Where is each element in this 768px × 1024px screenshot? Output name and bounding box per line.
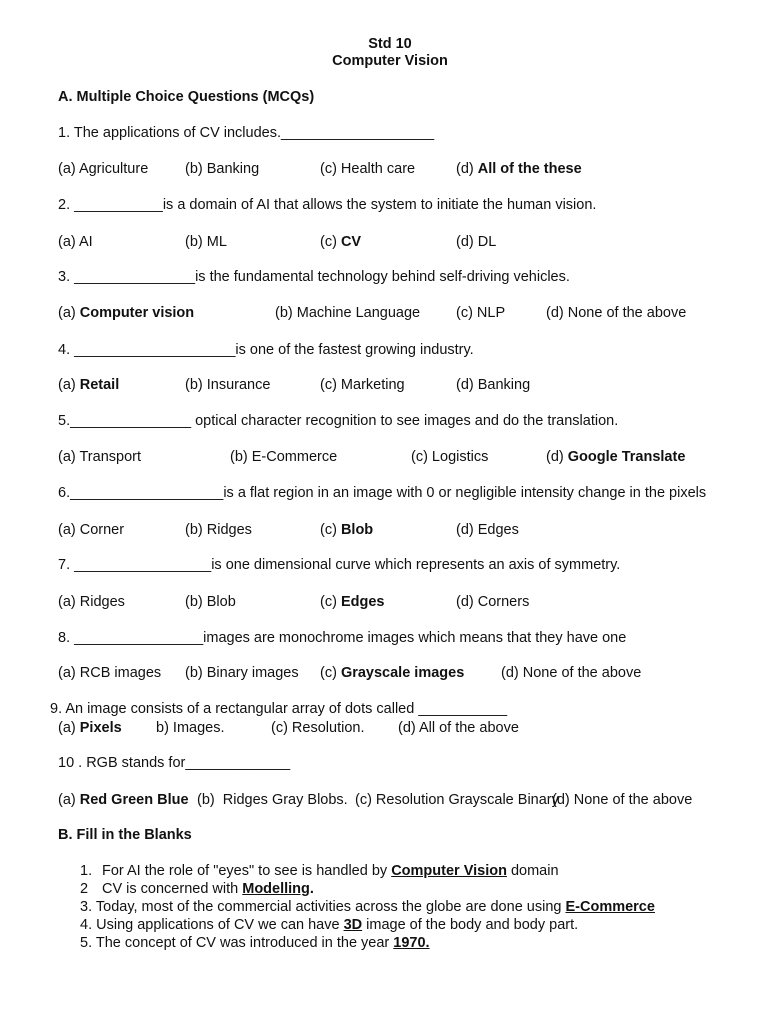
answer: 3D [343,917,363,933]
option-d [456,160,582,178]
item-text: The concept of CV was introduced in the year [95,935,394,951]
item-text: Using applications of CV we can have [96,917,344,933]
option-b: b) Images. [156,720,225,736]
option-b: (b) Blob [185,594,236,610]
option-prefix: (c) [320,234,341,250]
fill-item-4 [80,916,578,934]
option-d: (d) None of the above [552,792,693,808]
option-prefix: (d) [456,161,478,177]
option-b: (b) Machine Language [275,305,421,321]
option-d: (d) All of the above [398,720,519,736]
correct-answer: Blob [340,522,374,538]
option-b: (b) Insurance [185,377,271,393]
fill-item-1 [80,862,559,880]
correct-answer: All of the these [477,161,582,177]
option-a [58,791,189,809]
option-d [546,448,685,466]
question-2: 2. ___________is a domain of AI that allows the system to initiate the human vision. [58,197,597,213]
option-c: (c) Logistics [411,449,489,465]
option-c: (c) Health care [320,161,416,177]
section-b-heading: B. Fill in the Blanks [58,827,192,843]
option-a: (a) RCB images [58,665,162,681]
section-a-heading: A. Multiple Choice Questions (MCQs) [58,89,315,105]
correct-answer: Grayscale images [340,665,465,681]
option-d: (d) None of the above [501,665,642,681]
option-prefix: (a) [58,377,80,393]
item-text-end: image of the body and body part. [362,917,579,933]
option-prefix: (a) [58,792,80,808]
options-q6 [58,521,758,539]
option-prefix: (c) [320,522,341,538]
options-q7 [58,593,758,611]
item-number: 4. [80,917,93,933]
option-c: (c) Marketing [320,377,405,393]
option-a: (a) Agriculture [58,161,149,177]
fill-item-2 [80,880,314,898]
item-text: Today, most of the commercial activities across the globe are done using [95,899,566,915]
option-d: (d) Edges [456,522,519,538]
option-b: (b) Banking [185,161,260,177]
correct-answer: Pixels [79,720,122,736]
answer: Computer Vision [391,863,507,879]
options-q3 [58,304,758,322]
options-q10 [58,791,758,809]
option-prefix: (a) [58,720,80,736]
item-number: 5. [80,935,93,951]
option-a [58,304,194,322]
option-prefix: (a) [58,305,80,321]
answer: Modelling [242,881,310,897]
options-q2 [58,233,758,251]
options-q1 [58,160,758,178]
item-number: 1. [80,863,93,879]
question-1: 1. The applications of CV includes.___________________ [58,125,435,141]
question-8: 8. ________________images are monochrome images which means that they have one [58,630,627,646]
question-7: 7. _________________is one dimensional curve which represents an axis of symmetry. [58,557,621,573]
option-c [320,233,361,251]
option-a [58,376,119,394]
option-a: (a) Transport [58,449,141,465]
fill-item-5 [80,934,430,952]
options-q9 [58,719,758,737]
option-prefix: (d) [546,449,568,465]
item-text-end: domain [506,863,559,879]
answer: E-Commerce [565,899,655,915]
option-b: (b) ML [185,234,227,250]
item-number: 3. [80,899,93,915]
question-10: 10 . RGB stands for_____________ [58,755,291,771]
option-a [58,719,122,737]
option-c [320,521,373,539]
question-3: 3. _______________is the fundamental technology behind self-driving vehicles. [58,269,570,285]
option-d: (d) Banking [456,377,531,393]
question-4: 4. ____________________is one of the fastest growing industry. [58,342,474,358]
option-b: (b) E-Commerce [230,449,338,465]
option-d: (d) Corners [456,594,530,610]
option-b: (b) Ridges [185,522,252,538]
option-d: (d) DL [456,234,497,250]
option-c: (c) Resolution. [271,720,365,736]
correct-answer: Retail [79,377,120,393]
item-text-end: . [309,881,314,897]
option-c [320,593,384,611]
option-c: (c) Resolution Grayscale Binary [355,792,559,808]
option-a: (a) Ridges [58,594,125,610]
options-q8 [58,664,758,682]
option-c: (c) NLP [456,305,506,321]
fill-item-3 [80,898,655,916]
question-9: 9. An image consists of a rectangular array of dots called ___________ [50,701,508,717]
options-q5 [58,448,758,466]
item-number: 2 [80,881,89,897]
correct-answer: Edges [340,594,385,610]
option-prefix: (c) [320,594,341,610]
option-a: (a) Corner [58,522,125,538]
question-6: 6.___________________is a flat region in an image with 0 or negligible intensity change in the pixels [58,485,707,501]
answer: 1970. [393,935,430,951]
option-c [320,664,464,682]
correct-answer: Red Green Blue [79,792,189,808]
item-text: For AI the role of "eyes" to see is handled by [102,863,392,879]
option-b: (b) Ridges Gray Blobs. [197,792,348,808]
option-prefix: (c) [320,665,341,681]
option-b: (b) Binary images [185,665,299,681]
grade-label: Std 10 [368,36,412,52]
correct-answer: Google Translate [567,449,686,465]
options-q4 [58,376,758,394]
option-d: (d) None of the above [546,305,687,321]
item-text: CV is concerned with [102,881,243,897]
subject-title: Computer Vision [332,53,448,69]
option-a: (a) AI [58,234,93,250]
correct-answer: CV [340,234,362,250]
correct-answer: Computer vision [79,305,195,321]
question-5: 5._______________ optical character recognition to see images and do the translation. [58,413,619,429]
